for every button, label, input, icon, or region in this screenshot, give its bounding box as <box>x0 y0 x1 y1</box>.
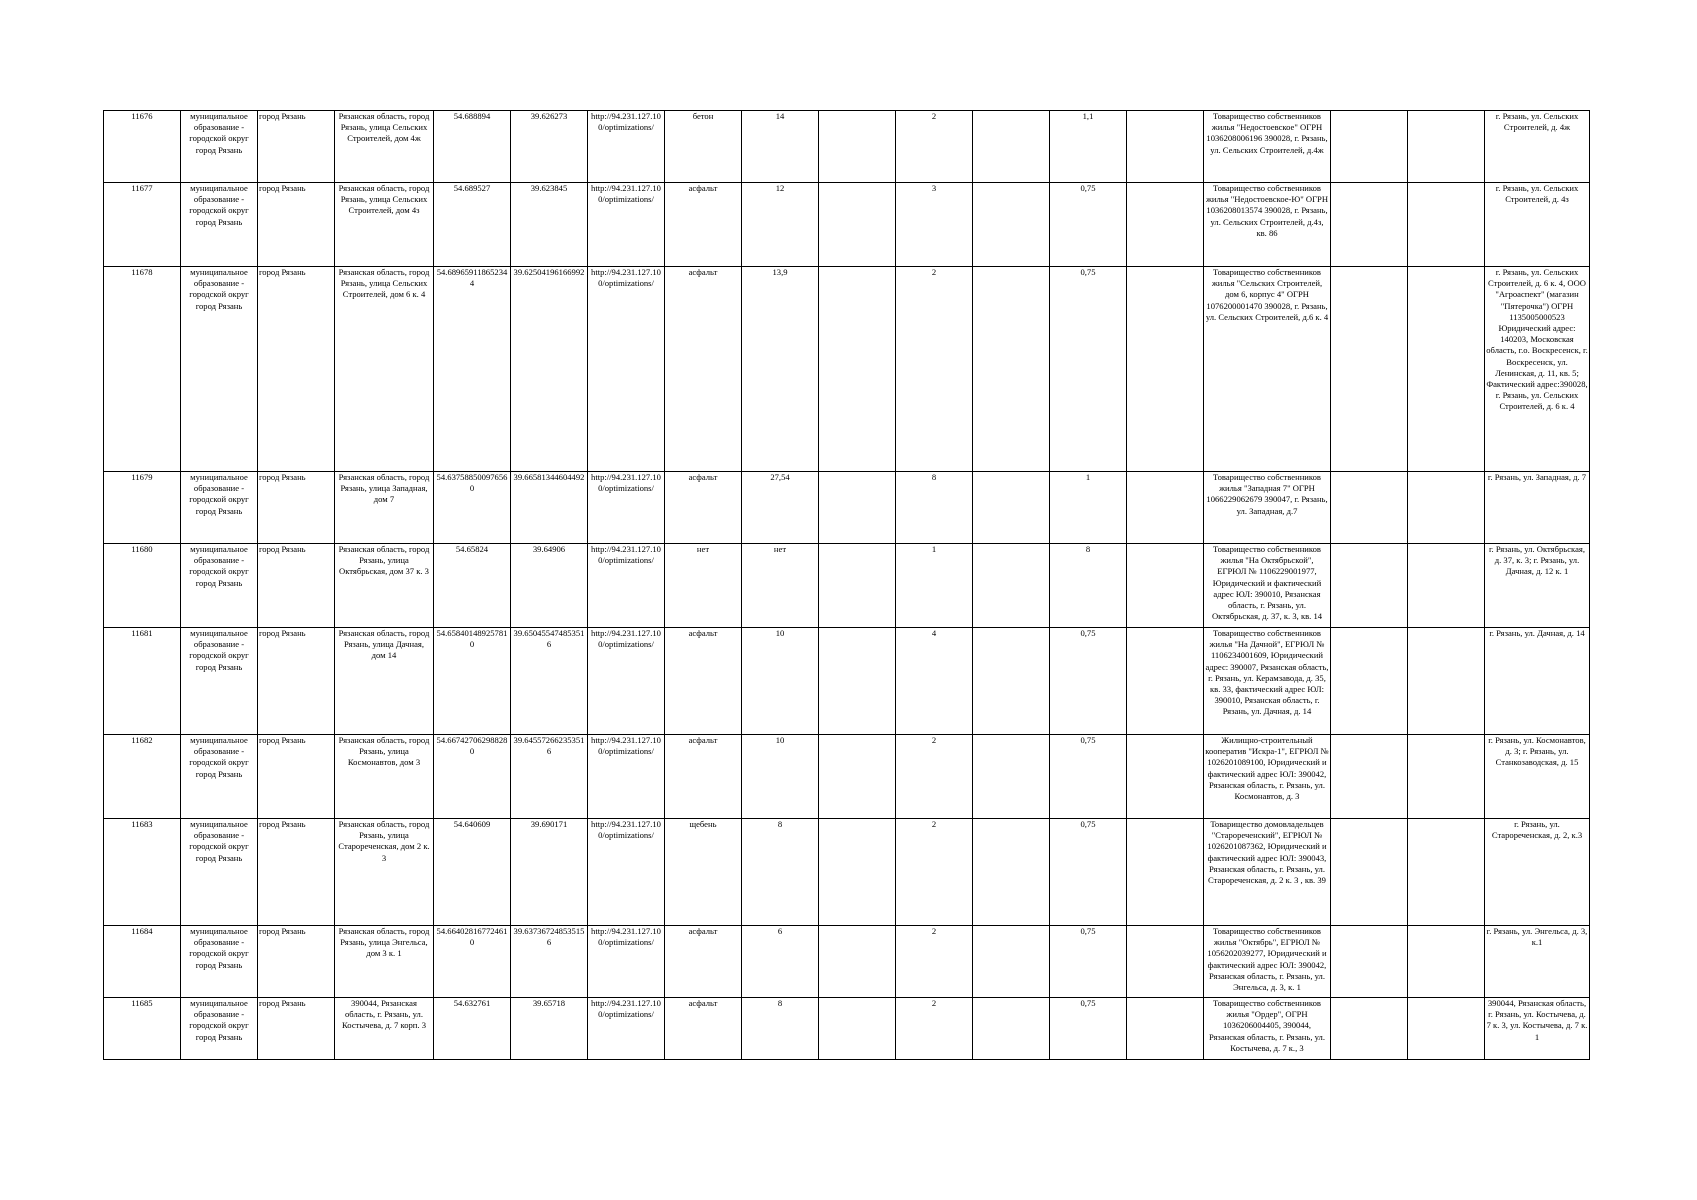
cell-municipality: муниципальное образование - городской округ город Рязань <box>181 544 258 628</box>
cell-containers: 1 <box>896 544 973 628</box>
cell-empty <box>1331 819 1408 926</box>
cell-lon: 39.623845 <box>511 183 588 267</box>
cell-empty <box>973 926 1050 998</box>
cell-volume: 8 <box>1050 544 1127 628</box>
cell-lat: 54.637588500976560 <box>434 472 511 544</box>
cell-url: http://94.231.127.100/optimizations/ <box>588 926 665 998</box>
cell-area: 8 <box>742 998 819 1060</box>
cell-surface: асфальт <box>665 472 742 544</box>
table-row <box>104 267 1590 472</box>
cell-url: http://94.231.127.100/optimizations/ <box>588 735 665 819</box>
cell-owner: Товарищество собственников жилья "Недостоевское-Ю" ОГРН 1036208013574 390028, г. Рязань, ул. Сельских Строителей, д.4з, кв. 86 <box>1204 183 1331 267</box>
cell-surface: асфальт <box>665 735 742 819</box>
cell-municipality: муниципальное образование - городской округ город Рязань <box>181 628 258 735</box>
cell-id: 11680 <box>104 544 181 628</box>
cell-containers: 2 <box>896 267 973 472</box>
cell-owner: Товарищество собственников жилья "Недостоевское" ОГРН 1036208006196 390028, г. Рязань, ул. Сельских Строителей, д.4ж <box>1204 111 1331 183</box>
cell-empty <box>819 628 896 735</box>
cell-surface: асфальт <box>665 926 742 998</box>
table-row <box>104 926 1590 998</box>
cell-sources: г. Рязань, ул. Сельских Строителей, д. 4з <box>1485 183 1590 267</box>
cell-address: Рязанская область, город Рязань, улица Энгельса, дом 3 к. 1 <box>335 926 434 998</box>
cell-volume: 1,1 <box>1050 111 1127 183</box>
cell-lat: 54.640609 <box>434 819 511 926</box>
cell-lon: 39.637367248535156 <box>511 926 588 998</box>
cell-lon: 39.66581344604492 <box>511 472 588 544</box>
cell-id: 11683 <box>104 819 181 926</box>
cell-containers: 2 <box>896 819 973 926</box>
cell-containers: 2 <box>896 926 973 998</box>
table-row <box>104 183 1590 267</box>
table-row <box>104 544 1590 628</box>
cell-empty <box>819 819 896 926</box>
cell-id: 11684 <box>104 926 181 998</box>
cell-municipality: муниципальное образование - городской округ город Рязань <box>181 926 258 998</box>
table-row <box>104 111 1590 183</box>
cell-municipality: муниципальное образование - городской округ город Рязань <box>181 735 258 819</box>
cell-empty <box>1127 111 1204 183</box>
cell-empty <box>1331 926 1408 998</box>
cell-empty <box>1331 183 1408 267</box>
cell-empty <box>819 735 896 819</box>
cell-empty <box>1408 111 1485 183</box>
cell-lon: 39.650455474853516 <box>511 628 588 735</box>
cell-id: 11682 <box>104 735 181 819</box>
cell-address: Рязанская область, город Рязань, улица Сельских Строителей, дом 6 к. 4 <box>335 267 434 472</box>
cell-sources: 390044, Рязанская область, г. Рязань, ул. Костычева, д. 7 к. 3, ул. Костычева, д. 7 к. 1 <box>1485 998 1590 1060</box>
cell-url: http://94.231.127.100/optimizations/ <box>588 544 665 628</box>
cell-id: 11679 <box>104 472 181 544</box>
cell-empty <box>973 544 1050 628</box>
cell-empty <box>973 472 1050 544</box>
cell-empty <box>1331 472 1408 544</box>
cell-empty <box>1408 998 1485 1060</box>
cell-containers: 8 <box>896 472 973 544</box>
cell-area: 27,54 <box>742 472 819 544</box>
cell-area: 6 <box>742 926 819 998</box>
cell-empty <box>1408 819 1485 926</box>
cell-volume: 0,75 <box>1050 735 1127 819</box>
cell-address: Рязанская область, город Рязань, улица Сельских Строителей, дом 4з <box>335 183 434 267</box>
cell-empty <box>1408 735 1485 819</box>
cell-empty <box>1127 544 1204 628</box>
cell-lon: 39.64906 <box>511 544 588 628</box>
cell-empty <box>973 735 1050 819</box>
cell-volume: 0,75 <box>1050 183 1127 267</box>
cell-volume: 1 <box>1050 472 1127 544</box>
cell-url: http://94.231.127.100/optimizations/ <box>588 628 665 735</box>
cell-lon: 39.645572662353516 <box>511 735 588 819</box>
cell-address: Рязанская область, город Рязань, улица Сельских Строителей, дом 4ж <box>335 111 434 183</box>
cell-empty <box>973 267 1050 472</box>
cell-empty <box>1127 267 1204 472</box>
cell-containers: 2 <box>896 111 973 183</box>
cell-lon: 39.62504196166992 <box>511 267 588 472</box>
cell-url: http://94.231.127.100/optimizations/ <box>588 819 665 926</box>
cell-settlement: город Рязань <box>258 472 335 544</box>
cell-id: 11677 <box>104 183 181 267</box>
cell-id: 11678 <box>104 267 181 472</box>
registry-table <box>103 110 1590 1060</box>
cell-sources: г. Рязань, ул. Космонавтов, д. 3; г. Рязань, ул. Станкозаводская, д. 15 <box>1485 735 1590 819</box>
cell-volume: 0,75 <box>1050 926 1127 998</box>
cell-sources: г. Рязань, ул. Западная, д. 7 <box>1485 472 1590 544</box>
cell-owner: Товарищество собственников жилья "На Октябрьской", ЕГРЮЛ № 1106229001977, Юридический и фактический адрес ЮЛ: 390010, Рязанская область, г. Рязань, ул. Октябрьская, д. 37, к. 3, кв. 14 <box>1204 544 1331 628</box>
table-body <box>104 111 1590 1060</box>
cell-surface: асфальт <box>665 267 742 472</box>
cell-empty <box>1331 111 1408 183</box>
cell-owner: Товарищество собственников жилья "Октябрь", ЕГРЮЛ № 1056202039277, Юридический и фактический адрес ЮЛ: 390042, Рязанская область, г. Рязань, ул. Энгельса, д. 3, к. 1 <box>1204 926 1331 998</box>
cell-owner: Товарищество домовладельцев "Старореченский", ЕГРЮЛ № 1026201087362, Юридический и фактический адрес ЮЛ: 390043, Рязанская область, г. Рязань, ул. Старореченская, д. 2 к. 3 , кв. 39 <box>1204 819 1331 926</box>
cell-volume: 0,75 <box>1050 267 1127 472</box>
cell-address: Рязанская область, город Рязань, улица Космонавтов, дом 3 <box>335 735 434 819</box>
cell-sources: г. Рязань, ул. Энгельса, д. 3, к.1 <box>1485 926 1590 998</box>
cell-settlement: город Рязань <box>258 628 335 735</box>
cell-settlement: город Рязань <box>258 544 335 628</box>
cell-url: http://94.231.127.100/optimizations/ <box>588 998 665 1060</box>
cell-settlement: город Рязань <box>258 735 335 819</box>
table-row <box>104 472 1590 544</box>
cell-empty <box>1331 628 1408 735</box>
cell-area: 14 <box>742 111 819 183</box>
cell-url: http://94.231.127.100/optimizations/ <box>588 472 665 544</box>
cell-empty <box>973 819 1050 926</box>
cell-municipality: муниципальное образование - городской округ город Рязань <box>181 111 258 183</box>
cell-empty <box>1408 472 1485 544</box>
cell-owner: Товарищество собственников жилья "На Дачной", ЕГРЮЛ № 1106234001609, Юридический адрес: 390007, Рязанская область, г. Рязань, ул. Керамзавода, д. 35, кв. 33, фактический адрес ЮЛ: 390010, Рязанская область, г. Рязань, ул. Дачная, д. 14 <box>1204 628 1331 735</box>
cell-lat: 54.689527 <box>434 183 511 267</box>
cell-id: 11676 <box>104 111 181 183</box>
cell-area: 10 <box>742 628 819 735</box>
cell-municipality: муниципальное образование - городской округ город Рязань <box>181 267 258 472</box>
cell-municipality: муниципальное образование - городской округ город Рязань <box>181 819 258 926</box>
cell-settlement: город Рязань <box>258 267 335 472</box>
cell-containers: 4 <box>896 628 973 735</box>
cell-lat: 54.689659118652344 <box>434 267 511 472</box>
cell-owner: Товарищество собственников жилья "Западная 7" ОГРН 1066229062679 390047, г. Рязань, ул. Западная, д.7 <box>1204 472 1331 544</box>
cell-municipality: муниципальное образование - городской округ город Рязань <box>181 472 258 544</box>
cell-volume: 0,75 <box>1050 998 1127 1060</box>
table-row <box>104 628 1590 735</box>
cell-area: 12 <box>742 183 819 267</box>
cell-sources: г. Рязань, ул. Сельских Строителей, д. 6 к. 4, ООО "Агроаспект" (магазин "Пятерочка") ОГРН 1135005000523 Юридический адрес: 140203, Московская область, г.о. Воскресенск, г. Воскресенск, ул. Ленинская, д. 11, кв. 5; Фактический адрес:390028, г. Рязань, ул. Сельских Строителей, д. 6 к. 4 <box>1485 267 1590 472</box>
cell-volume: 0,75 <box>1050 628 1127 735</box>
cell-empty <box>819 472 896 544</box>
cell-lon: 39.690171 <box>511 819 588 926</box>
cell-sources: г. Рязань, ул. Старореченская, д. 2, к.3 <box>1485 819 1590 926</box>
cell-empty <box>1408 183 1485 267</box>
cell-empty <box>819 111 896 183</box>
cell-owner: Товарищество собственников жилья "Ордер", ОГРН 1036206004405, 390044, Рязанская область, г. Рязань, ул. Костычева, д. 7 к., 3 <box>1204 998 1331 1060</box>
cell-area: 8 <box>742 819 819 926</box>
cell-owner: Жилищно-строительный кооператив "Искра-1", ЕГРЮЛ № 1026201089100, Юридический и фактический адрес ЮЛ: 390042, Рязанская область, г. Рязань, ул. Космонавтов, д. 3 <box>1204 735 1331 819</box>
cell-url: http://94.231.127.100/optimizations/ <box>588 111 665 183</box>
cell-lat: 54.688894 <box>434 111 511 183</box>
cell-empty <box>1127 926 1204 998</box>
cell-owner: Товарищество собственников жилья "Сельских Строителей, дом 6, корпус 4" ОГРН 1076200001470 390028, г. Рязань, ул. Сельских Строителей, д.6 к. 4 <box>1204 267 1331 472</box>
cell-empty <box>1408 267 1485 472</box>
cell-settlement: город Рязань <box>258 926 335 998</box>
cell-empty <box>1127 998 1204 1060</box>
cell-empty <box>1127 472 1204 544</box>
cell-empty <box>973 998 1050 1060</box>
cell-empty <box>1127 735 1204 819</box>
cell-empty <box>1331 998 1408 1060</box>
cell-address: Рязанская область, город Рязань, улица Западная, дом 7 <box>335 472 434 544</box>
cell-empty <box>1408 544 1485 628</box>
cell-address: Рязанская область, город Рязань, улица Старореченская, дом 2 к. 3 <box>335 819 434 926</box>
cell-lat: 54.65824 <box>434 544 511 628</box>
cell-id: 11685 <box>104 998 181 1060</box>
cell-empty <box>1408 628 1485 735</box>
cell-empty <box>819 267 896 472</box>
cell-empty <box>819 926 896 998</box>
cell-sources: г. Рязань, ул. Октябрьская, д. 37, к. 3; г. Рязань, ул. Дачная, д. 12 к. 1 <box>1485 544 1590 628</box>
cell-surface: бетон <box>665 111 742 183</box>
cell-address: Рязанская область, город Рязань, улица Дачная, дом 14 <box>335 628 434 735</box>
cell-lon: 39.65718 <box>511 998 588 1060</box>
cell-area: нет <box>742 544 819 628</box>
cell-sources: г. Рязань, ул. Дачная, д. 14 <box>1485 628 1590 735</box>
table-row <box>104 998 1590 1060</box>
cell-empty <box>973 111 1050 183</box>
cell-lat: 54.664028167724610 <box>434 926 511 998</box>
cell-empty <box>1127 183 1204 267</box>
cell-address: 390044, Рязанская область, г. Рязань, ул. Костычева, д. 7 корп. 3 <box>335 998 434 1060</box>
cell-area: 10 <box>742 735 819 819</box>
cell-empty <box>1127 819 1204 926</box>
cell-empty <box>1331 267 1408 472</box>
cell-containers: 2 <box>896 735 973 819</box>
cell-empty <box>1331 544 1408 628</box>
cell-settlement: город Рязань <box>258 998 335 1060</box>
cell-empty <box>1127 628 1204 735</box>
cell-surface: нет <box>665 544 742 628</box>
cell-url: http://94.231.127.100/optimizations/ <box>588 183 665 267</box>
cell-sources: г. Рязань, ул. Сельских Строителей, д. 4ж <box>1485 111 1590 183</box>
cell-lat: 54.658401489257810 <box>434 628 511 735</box>
table-row <box>104 735 1590 819</box>
cell-surface: асфальт <box>665 628 742 735</box>
cell-url: http://94.231.127.100/optimizations/ <box>588 267 665 472</box>
cell-empty <box>819 183 896 267</box>
cell-empty <box>819 544 896 628</box>
cell-surface: асфальт <box>665 998 742 1060</box>
cell-area: 13,9 <box>742 267 819 472</box>
cell-empty <box>1331 735 1408 819</box>
cell-empty <box>819 998 896 1060</box>
cell-empty <box>1408 926 1485 998</box>
cell-lon: 39.626273 <box>511 111 588 183</box>
cell-municipality: муниципальное образование - городской округ город Рязань <box>181 183 258 267</box>
cell-volume: 0,75 <box>1050 819 1127 926</box>
cell-address: Рязанская область, город Рязань, улица Октябрьская, дом 37 к. 3 <box>335 544 434 628</box>
cell-containers: 2 <box>896 998 973 1060</box>
cell-surface: асфальт <box>665 183 742 267</box>
cell-empty <box>973 628 1050 735</box>
table-row <box>104 819 1590 926</box>
cell-lat: 54.667427062988280 <box>434 735 511 819</box>
cell-surface: щебень <box>665 819 742 926</box>
cell-settlement: город Рязань <box>258 819 335 926</box>
cell-containers: 3 <box>896 183 973 267</box>
cell-settlement: город Рязань <box>258 183 335 267</box>
cell-id: 11681 <box>104 628 181 735</box>
cell-empty <box>973 183 1050 267</box>
cell-lat: 54.632761 <box>434 998 511 1060</box>
cell-settlement: город Рязань <box>258 111 335 183</box>
cell-municipality: муниципальное образование - городской округ город Рязань <box>181 998 258 1060</box>
